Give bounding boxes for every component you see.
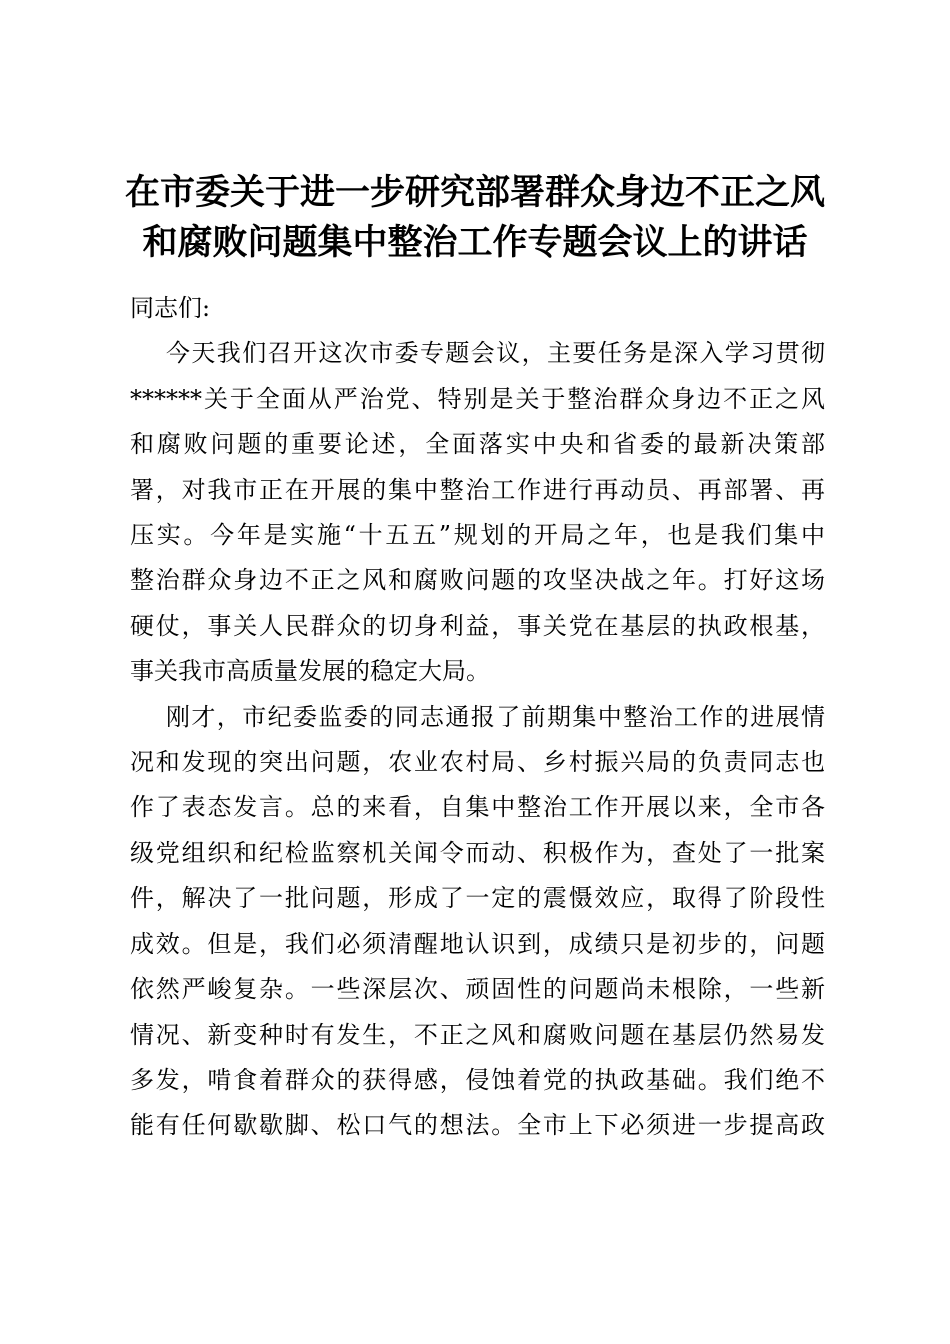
paragraph-line: 刚才，市纪委监委的同志通报了前期集中整治工作的进展情	[166, 702, 825, 731]
document-body	[130, 286, 825, 1149]
paragraph-line: 今天我们召开这次市委专题会议，主要任务是深入学习贯彻	[166, 339, 825, 368]
paragraph-line: 依然严峻复杂。一些深层次、顽固性的问题尚未根除，一些新	[130, 975, 825, 1004]
paragraph-line: 作了表态发言。总的来看，自集中整治工作开展以来，全市各	[130, 793, 825, 822]
paragraph-line: 成效。但是，我们必须清醒地认识到，成绩只是初步的，问题	[130, 929, 825, 958]
document-title	[120, 168, 830, 268]
paragraph-line: 压实。今年是实施“十五五”规划的开局之年，也是我们集中	[130, 521, 825, 550]
paragraph-line: 硬仗，事关人民群众的切身利益，事关党在基层的执政根基，	[130, 611, 825, 640]
salutation: 同志们:	[130, 294, 211, 322]
paragraph-line: 署，对我市正在开展的集中整治工作进行再动员、再部署、再	[130, 475, 825, 504]
paragraph-line: 件，解决了一批问题，形成了一定的震慑效应，取得了阶段性	[130, 884, 825, 913]
paragraph-line: 整治群众身边不正之风和腐败问题的攻坚决战之年。打好这场	[130, 566, 825, 595]
paragraph-line: 级党组织和纪检监察机关闻令而动、积极作为，查处了一批案	[130, 838, 825, 867]
paragraph-line: 多发，啃食着群众的获得感，侵蚀着党的执政基础。我们绝不	[130, 1065, 825, 1094]
paragraph-line: 况和发现的突出问题，农业农村局、乡村振兴局的负责同志也	[130, 748, 825, 777]
paragraph-line: 事关我市高质量发展的稳定大局。	[130, 657, 490, 686]
title-line-2: 和腐败问题集中整治工作专题会议上的讲话	[142, 222, 808, 263]
paragraph-line: 能有任何歇歇脚、松口气的想法。全市上下必须进一步提高政	[130, 1111, 825, 1140]
paragraph-2	[130, 695, 825, 1149]
paragraph-line: 情况、新变种时有发生，不正之风和腐败问题在基层仍然易发	[130, 1020, 825, 1049]
paragraph-line: 和腐败问题的重要论述，全面落实中央和省委的最新决策部	[130, 430, 825, 459]
paragraph-1	[130, 331, 825, 694]
paragraph-line: ******关于全面从严治党、特别是关于整治群众身边不正之风	[130, 384, 825, 413]
title-line-1: 在市委关于进一步研究部署群众身边不正之风	[124, 172, 825, 213]
